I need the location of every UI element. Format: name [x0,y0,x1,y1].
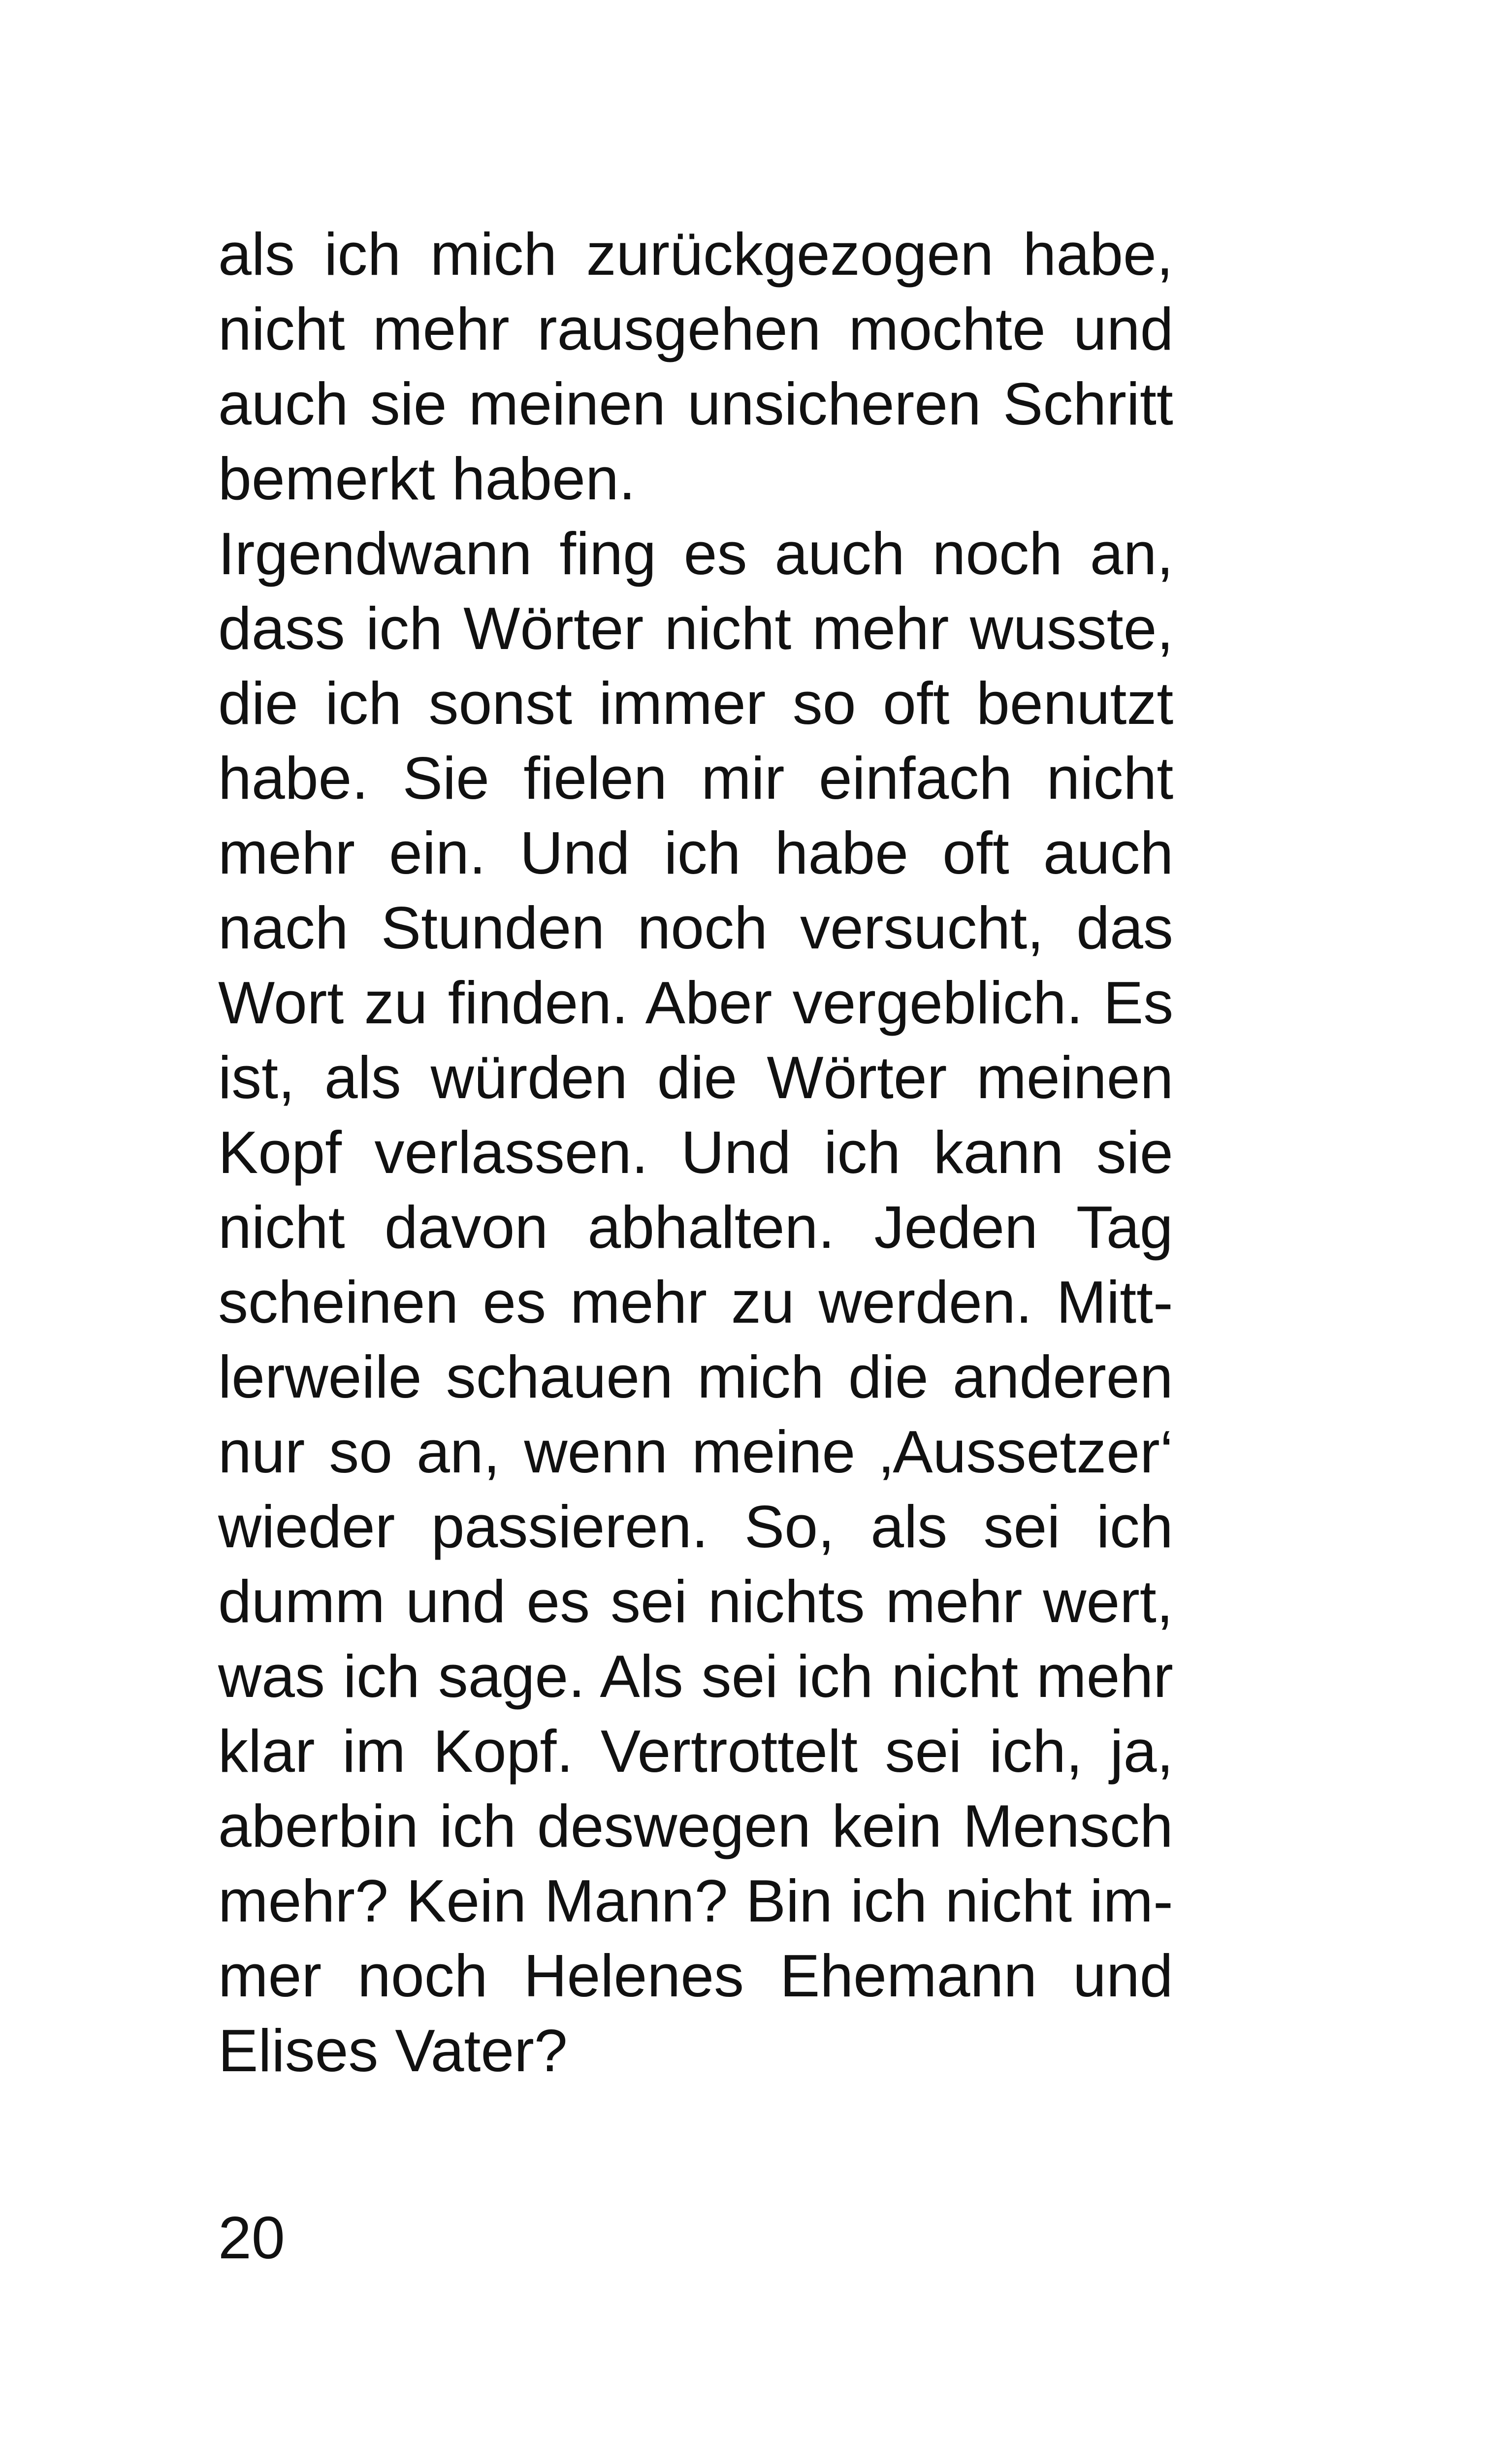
text-line: dass ich Wörter nicht mehr wusste, [218,595,1174,662]
text-line: als ich mich zurückgezogen habe, [218,221,1173,288]
page-number: 20 [218,2204,285,2271]
text-line: die ich sonst immer so oft benutzt [218,670,1174,737]
text-line: nicht davon abhalten. Jeden Tag [218,1194,1173,1261]
text-line: Kopf verlassen. Und ich kann sie [218,1119,1173,1186]
text-line: was ich sage. Als sei ich nicht mehr [218,1643,1173,1710]
text-line: habe. Sie fielen mir einfach nicht [218,745,1174,812]
text-line: ist, als würden die Wörter meinen [218,1044,1174,1111]
text-line: klar im Kopf. Vertrottelt sei ich, ja, [218,1718,1174,1785]
text-line: dumm und es sei nichts mehr wert, [218,1568,1173,1635]
text-line: mehr? Kein Mann? Bin ich nicht im- [218,1867,1173,1934]
text-line: lerweile schauen mich die anderen [218,1343,1173,1410]
text-line: bemerkt haben. [218,445,636,512]
text-line: nach Stunden noch versucht, das [218,894,1173,961]
text-line: Irgendwann fing es auch noch an, [218,520,1174,587]
text-line: auch sie meinen unsicheren Schritt [218,370,1173,437]
text-line: scheinen es mehr zu werden. Mitt- [218,1269,1173,1336]
text-line: mehr ein. Und ich habe oft auch [218,819,1174,886]
text-line: Elises Vater? [218,2017,568,2084]
text-line: aberbin ich deswegen kein Mensch [218,1792,1173,1859]
text-line: mer noch Helenes Ehemann und [218,1942,1173,2009]
text-line: nicht mehr rausgehen mochte und [218,295,1174,362]
text-line: nur so an, wenn meine ‚Aussetzer‘ [218,1418,1173,1485]
text-line: Wort zu finden. Aber vergeblich. Es [218,969,1174,1036]
text-line: wieder passieren. So, als sei ich [218,1493,1173,1560]
body-text [218,217,1173,2088]
